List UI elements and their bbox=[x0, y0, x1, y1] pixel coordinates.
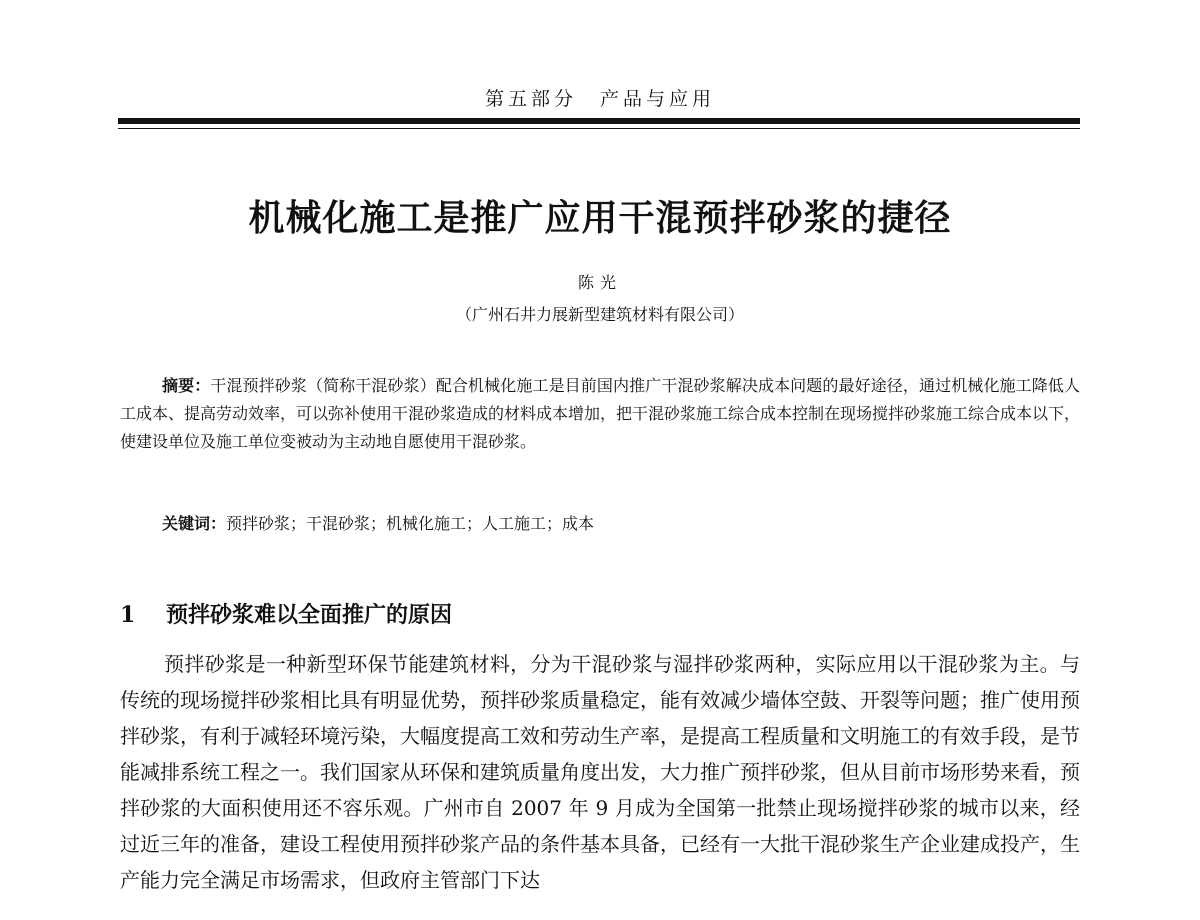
header-rule-thin bbox=[118, 128, 1080, 129]
article-title: 机械化施工是推广应用干混预拌砂浆的捷径 bbox=[248, 198, 952, 239]
keywords bbox=[162, 510, 1080, 538]
section-number: 1 bbox=[120, 602, 136, 628]
keywords-label: 关键词： bbox=[162, 514, 227, 533]
section-heading bbox=[120, 598, 1080, 629]
body-paragraph: 预拌砂浆是一种新型环保节能建筑材料，分为干混砂浆与湿拌砂浆两种，实际应用以干混砂浆为主。与传统的现场搅拌砂浆相比具有明显优势，预拌砂浆质量稳定，能有效减少墙体空鼓、开裂等问题；推广使用预拌砂浆，有利于减轻环境污染，大幅度提高工效和劳动生产率，是提高工程质量和文明施工的有效手段，是节能减排系统工程之一。我们国家从环保和建筑质量角度出发，大力推广预拌砂浆，但从目前市场形势来看，预拌砂浆的大面积使用还不容乐观。广州市自 2007 年 9 月成为全国第一批禁止现场搅拌砂浆的城市以来，经过近三年的准备，建设工程使用预拌砂浆产品的条件基本具备，已经有一大批干混砂浆生产企业建成投产，生产能力完全满足市场需求，但政府主管部门下达 bbox=[120, 652, 1080, 892]
author-affiliation: （广州石井力展新型建筑材料有限公司） bbox=[455, 305, 744, 324]
author-name: 陈光 bbox=[577, 273, 622, 292]
abstract bbox=[120, 372, 1080, 456]
keywords-text: 预拌砂浆；干混砂浆；机械化施工；人工施工；成本 bbox=[226, 514, 595, 533]
abstract-text: 干混预拌砂浆（简称干混砂浆）配合机械化施工是目前国内推广干混砂浆解决成本问题的最好途径，通过机械化施工降低人工成本、提高劳动效率，可以弥补使用干混砂浆造成的材料成本增加，把干混砂浆施工综合成本控制在现场搅拌砂浆施工综合成本以下，使建设单位及施工单位变被动为主动地自愿使用干混砂浆。 bbox=[120, 376, 1081, 451]
running-header: 第五部分 产品与应用 bbox=[484, 88, 715, 110]
abstract-label: 摘要： bbox=[162, 376, 211, 395]
section-title: 预拌砂浆难以全面推广的原因 bbox=[166, 602, 453, 628]
header-rule-thick bbox=[118, 118, 1080, 124]
